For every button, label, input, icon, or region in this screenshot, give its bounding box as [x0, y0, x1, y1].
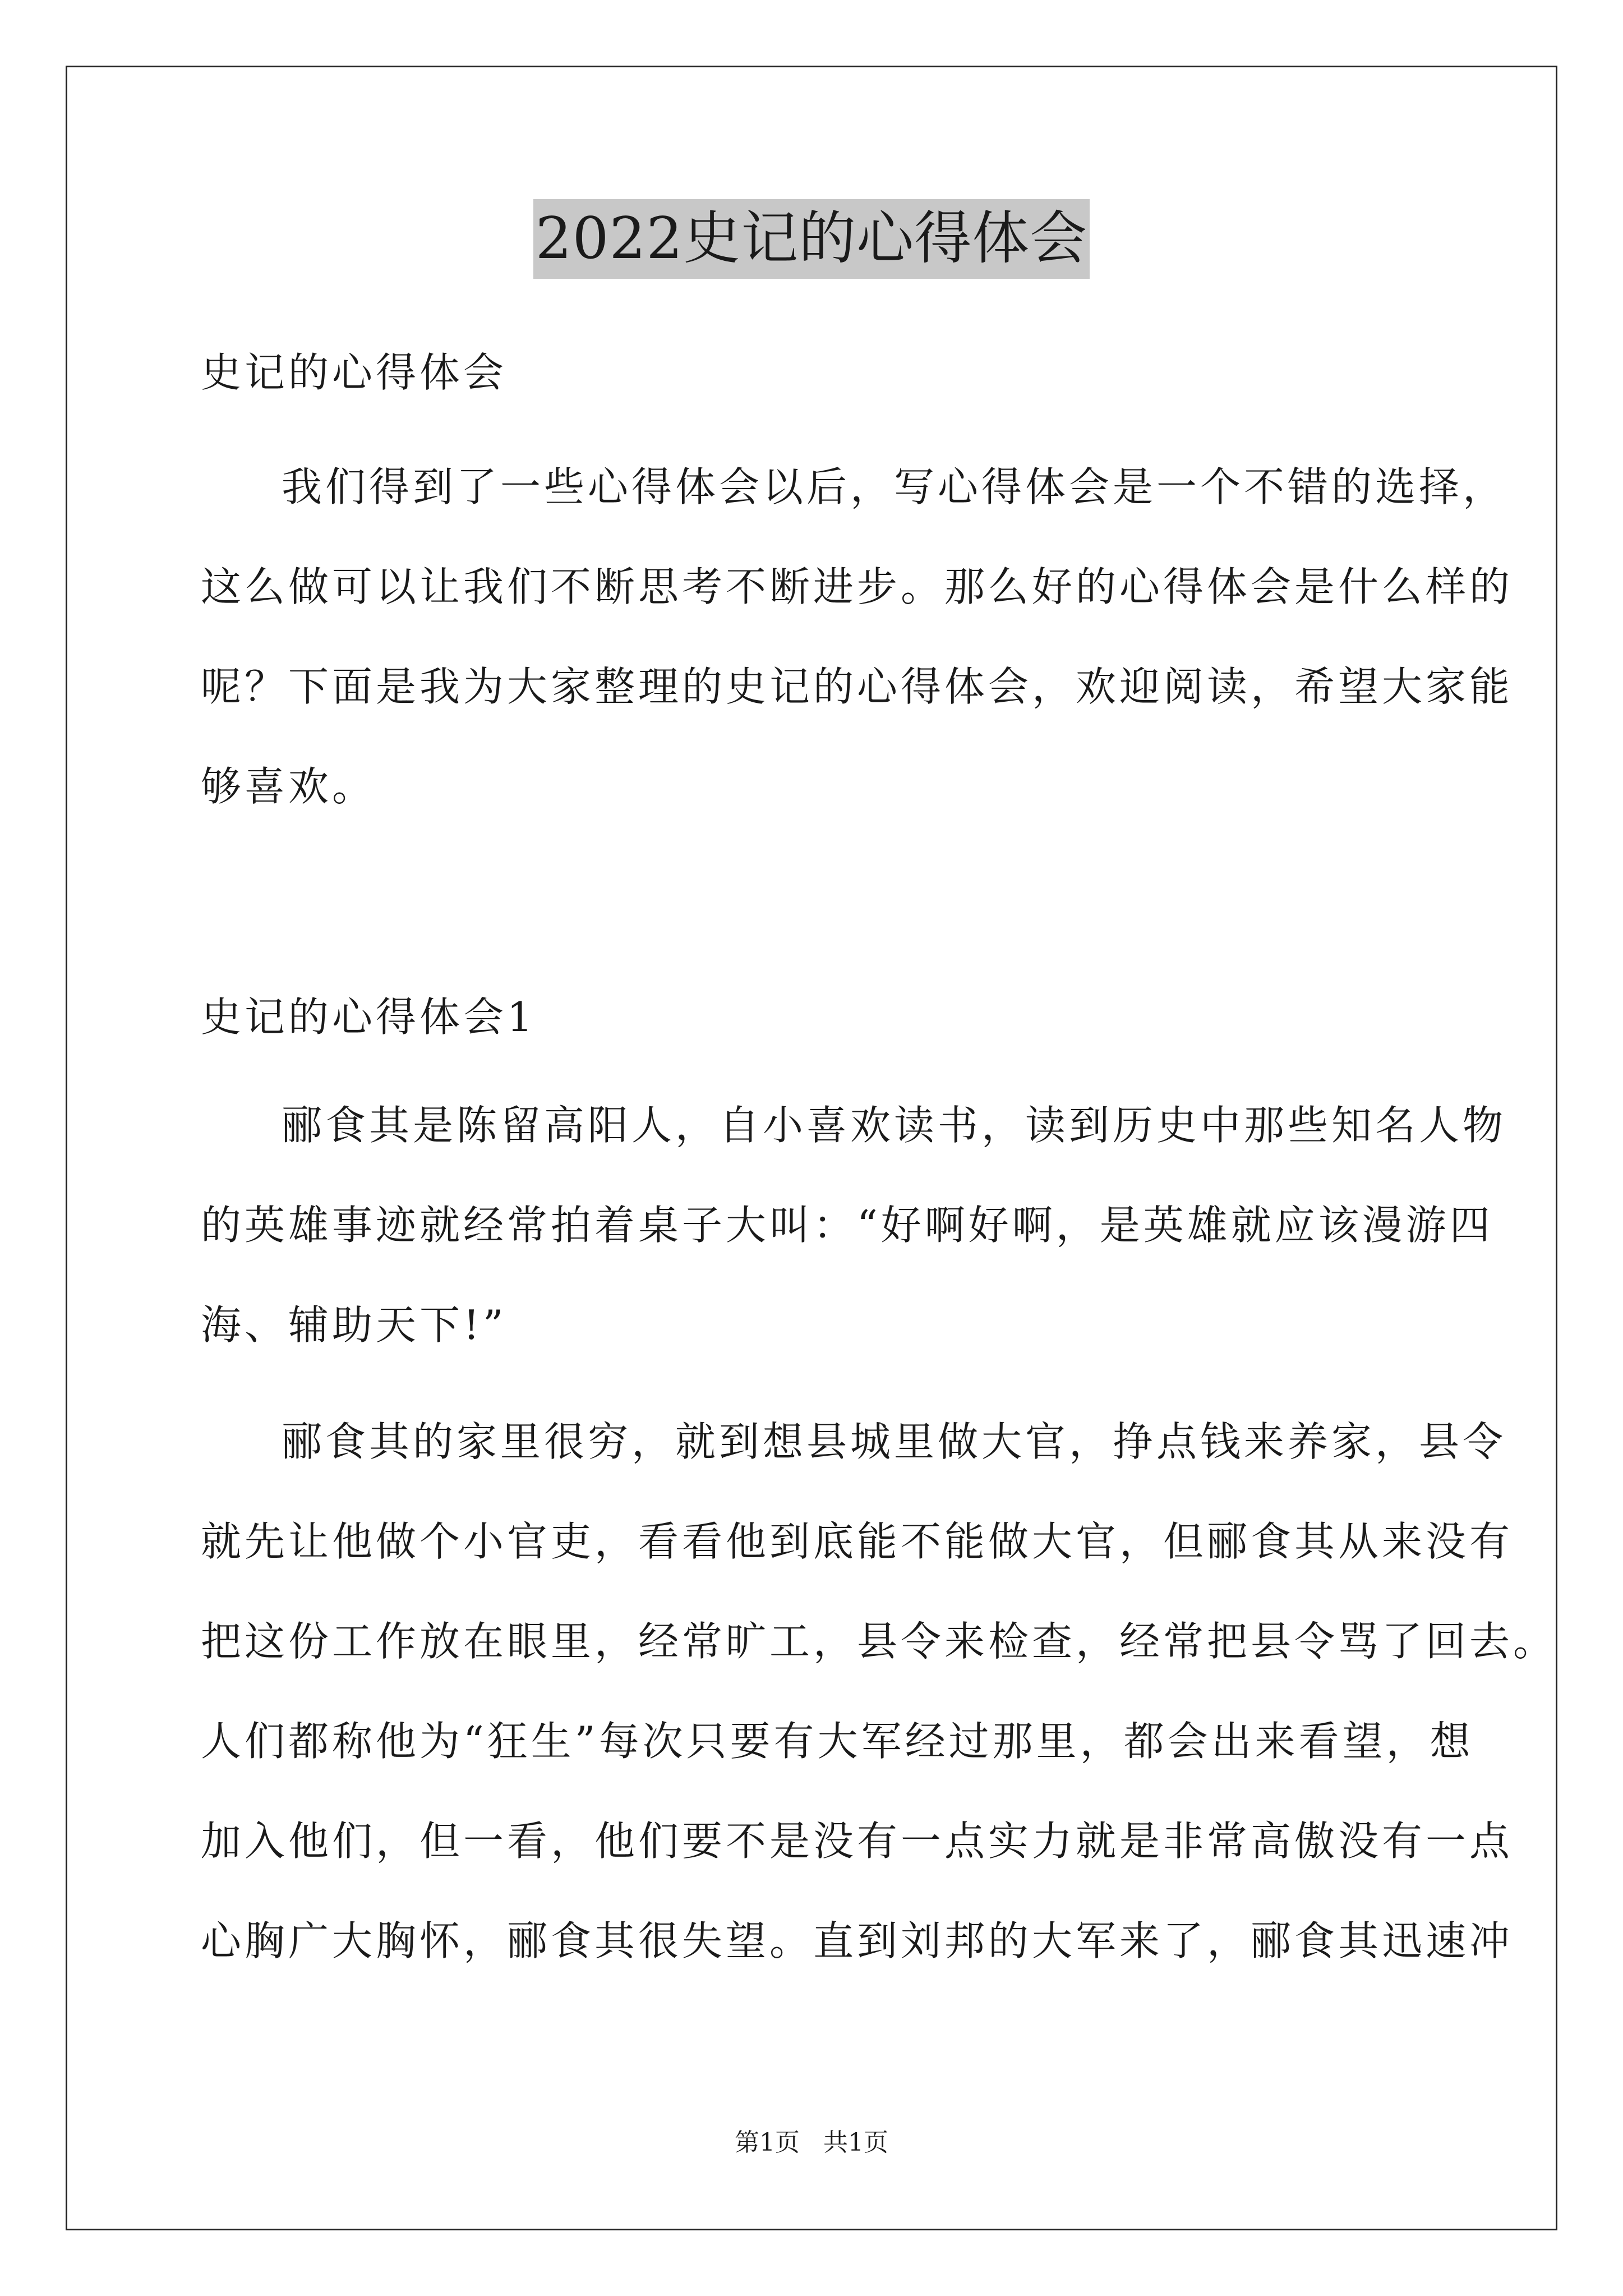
paragraph-line: 加入他们，但一看，他们要不是没有一点实力就是非常高傲没有一点: [201, 1818, 1514, 1865]
title-container: [0, 199, 1623, 279]
paragraph-line: 够喜欢。: [201, 763, 376, 810]
page-footer: 第1页 共1页: [735, 2128, 888, 2157]
paragraph-line: 就先让他做个小官吏，看看他到底能不能做大官，但郦食其从来没有: [201, 1518, 1514, 1565]
paragraph-line: 的英雄事迹就经常拍着桌子大叫：“好啊好啊，是英雄就应该漫游四: [201, 1202, 1493, 1249]
paragraph-line: 海、辅助天下!”: [201, 1301, 507, 1349]
paragraph-line: 把这份工作放在眼里，经常旷工，县令来检查，经常把县令骂了回去。: [201, 1618, 1557, 1665]
paragraph-line: 呢？下面是我为大家整理的史记的心得体会，欢迎阅读，希望大家能: [201, 663, 1514, 710]
paragraph-line: 我们得到了一些心得体会以后，写心得体会是一个不错的选择，: [282, 463, 1507, 510]
section-heading: 史记的心得体会1: [201, 993, 536, 1041]
paragraph-line: 心胸广大胸怀，郦食其很失望。直到刘邦的大军来了，郦食其迅速冲: [201, 1917, 1514, 1964]
paragraph-line: 郦食其是陈留高阳人，自小喜欢读书，读到历史中那些知名人物: [282, 1102, 1507, 1149]
paragraph-line: 这么做可以让我们不断思考不断进步。那么好的心得体会是什么样的: [201, 563, 1514, 610]
section-heading: 史记的心得体会: [201, 349, 508, 396]
paragraph-line: 郦食其的家里很穷，就到想县城里做大官，挣点钱来养家，县令: [282, 1418, 1507, 1465]
document-title: 2022史记的心得体会: [533, 199, 1090, 279]
paragraph-line: 人们都称他为“狂生”每次只要有大军经过那里，都会出来看望，想: [201, 1718, 1474, 1765]
